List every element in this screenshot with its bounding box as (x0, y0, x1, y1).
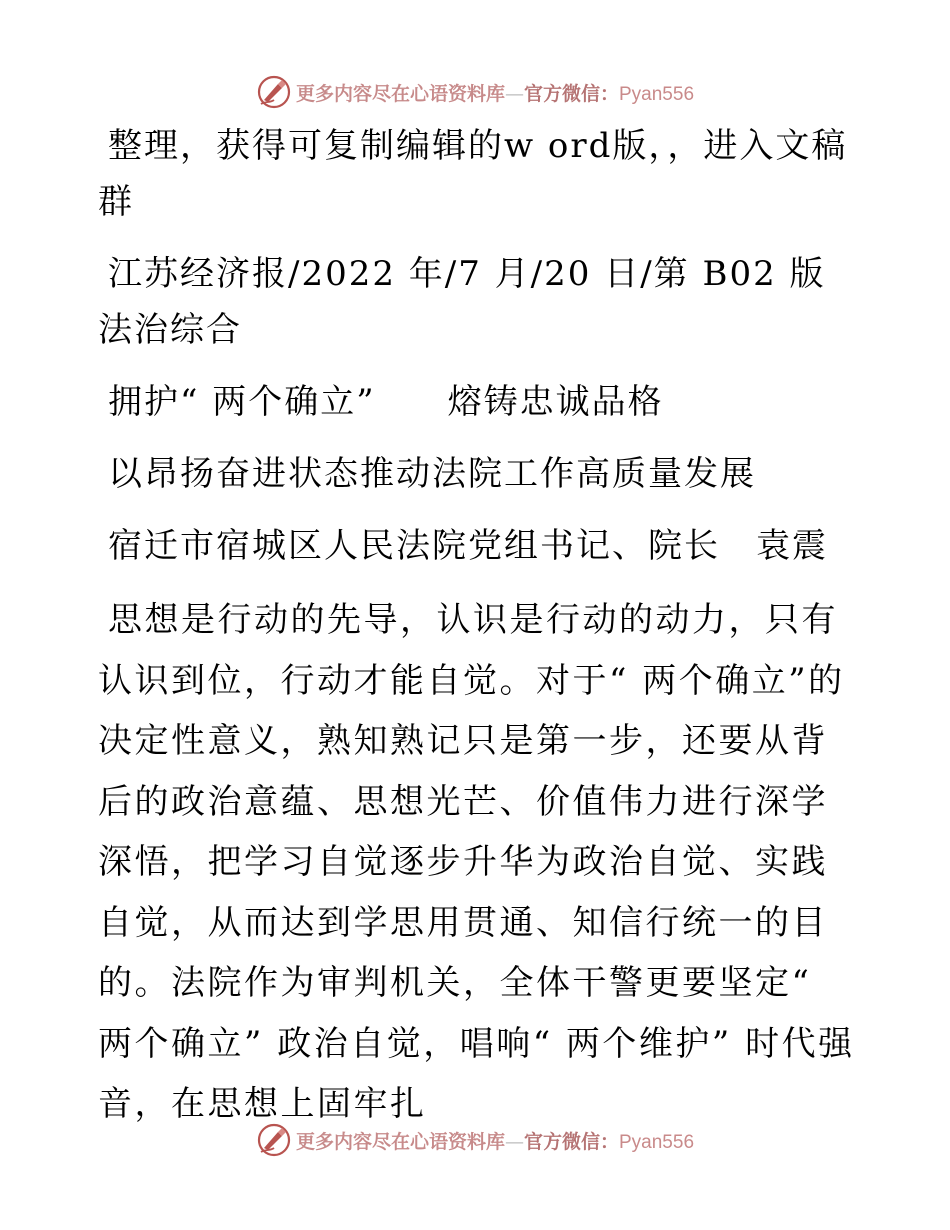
watermark-text: 更多内容尽在心语资料库—官方微信：Pyan556 (295, 82, 695, 105)
pen-logo-icon (256, 1122, 292, 1158)
article-subtitle: 以昂扬奋进状态推动法院工作高质量发展 (108, 454, 756, 494)
article-title: 拥护“ 两个确立” 熔铸忠诚品格 (108, 382, 664, 422)
document-body (98, 118, 858, 1151)
article-body-paragraph: 思想是行动的先导，认识是行动的动力，只有认识到位，行动才能自觉。对于“ 两个确立”的决定性意义，熟知熟记只是第一步，还要从背后的政治意蕴、思想光芒、价值伟力进行深学深悟，把学习自觉逐步升华为政治自觉、实践自觉，从而达到学思用贯通、知信行统一的目的。法院作为审判机关，全体干警更要坚定“ 两个确立” 政治自觉，唱响“ 两个维护” 时代强音，在思想上固牢扎 (98, 600, 855, 1124)
paragraph-publication-info: 江苏经济报/2022 年/7 月/20 日/第 B02 版法治综合 (98, 254, 826, 350)
paragraph-source-note: 整理，获得可复制编辑的w ord版，，进入文稿群 (98, 126, 848, 222)
pen-logo-icon (256, 74, 292, 110)
watermark-text: 更多内容尽在心语资料库—官方微信：Pyan556 (295, 1130, 695, 1153)
header-watermark (0, 72, 950, 112)
footer-watermark (0, 1120, 950, 1160)
article-author: 宿迁市宿城区人民法院党组书记、院长 袁震 (108, 526, 828, 566)
